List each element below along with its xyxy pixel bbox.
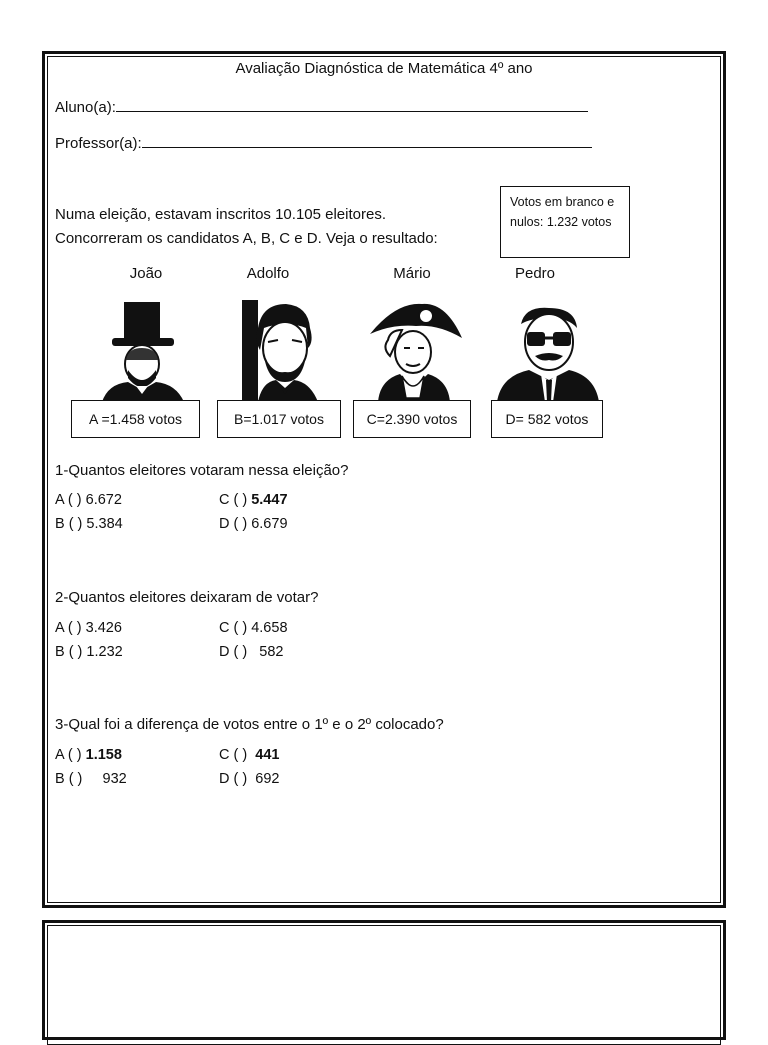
- option-value: 6.679: [251, 516, 288, 532]
- candidate-name-mario: Mário: [393, 265, 431, 282]
- candidate-name-adolfo: Adolfo: [246, 265, 290, 282]
- option-label: D ( ): [219, 516, 248, 532]
- option-value: 692: [255, 771, 280, 787]
- option-value: 932: [102, 771, 127, 787]
- question-1: 1-Quantos eleitores votaram nessa eleição?: [55, 462, 349, 479]
- result-box-d: D= 582 votos: [491, 400, 603, 438]
- question-3: 3-Qual foi a diferença de votos entre o 1º e o 2º colocado?: [55, 716, 444, 733]
- option-label: B ( ): [55, 644, 83, 660]
- option-label: A ( ): [55, 492, 82, 508]
- option-label: D ( ): [219, 771, 248, 787]
- q2-option-c[interactable]: [219, 620, 288, 636]
- bearded-man-portrait-icon: [238, 298, 322, 402]
- teacher-label: Professor(a):: [55, 135, 142, 152]
- option-value: 1.232: [86, 644, 123, 660]
- option-label: B ( ): [55, 771, 83, 787]
- option-value: 582: [259, 644, 284, 660]
- option-label: C ( ): [219, 492, 248, 508]
- tricorn-hat-man-portrait-icon: [366, 298, 466, 402]
- option-label: D ( ): [219, 644, 248, 660]
- option-value: 4.658: [251, 620, 288, 636]
- student-field[interactable]: [55, 97, 588, 116]
- q3-option-d[interactable]: [219, 771, 279, 787]
- option-label: C ( ): [219, 747, 248, 763]
- option-value: 3.426: [85, 620, 122, 636]
- q1-option-a[interactable]: [55, 492, 122, 508]
- result-box-a: A =1.458 votos: [71, 400, 200, 438]
- option-value: 5.384: [86, 516, 123, 532]
- question-2: 2-Quantos eleitores deixaram de votar?: [55, 589, 319, 606]
- option-label: A ( ): [55, 747, 82, 763]
- q2-option-d[interactable]: [219, 644, 283, 660]
- student-blank-line[interactable]: [116, 97, 588, 112]
- page-title: Avaliação Diagnóstica de Matemática 4º ano: [235, 60, 533, 77]
- q3-option-c[interactable]: [219, 747, 279, 763]
- candidate-name-joao: João: [129, 265, 163, 282]
- q3-option-a[interactable]: [55, 747, 122, 763]
- option-value: 6.672: [85, 492, 122, 508]
- option-label: C ( ): [219, 620, 248, 636]
- teacher-blank-line[interactable]: [142, 133, 592, 148]
- candidate-name-pedro: Pedro: [514, 265, 556, 282]
- q1-option-d[interactable]: [219, 516, 288, 532]
- teacher-field[interactable]: [55, 133, 592, 152]
- option-value: 5.447: [251, 492, 288, 508]
- option-value: 1.158: [85, 747, 122, 763]
- q3-option-b[interactable]: [55, 771, 127, 787]
- q2-option-b[interactable]: [55, 644, 123, 660]
- q1-option-b[interactable]: [55, 516, 123, 532]
- next-page-inner-border: [47, 925, 721, 1045]
- top-hat-man-portrait-icon: [98, 298, 188, 402]
- result-box-c: C=2.390 votos: [353, 400, 471, 438]
- q2-option-a[interactable]: [55, 620, 122, 636]
- intro-line-1: Numa eleição, estavam inscritos 10.105 eleitores.: [55, 206, 386, 223]
- result-box-b: B=1.017 votos: [217, 400, 341, 438]
- blank-votes-box: Votos em branco e nulos: 1.232 votos: [500, 186, 630, 258]
- q1-option-c[interactable]: [219, 492, 288, 508]
- student-label: Aluno(a):: [55, 99, 116, 116]
- option-value: 441: [255, 747, 280, 763]
- option-label: A ( ): [55, 620, 82, 636]
- glasses-man-portrait-icon: [495, 302, 601, 402]
- intro-text: [55, 203, 438, 251]
- option-label: B ( ): [55, 516, 83, 532]
- intro-line-2: Concorreram os candidatos A, B, C e D. Veja o resultado:: [55, 230, 438, 247]
- worksheet-inner-border: [47, 56, 721, 903]
